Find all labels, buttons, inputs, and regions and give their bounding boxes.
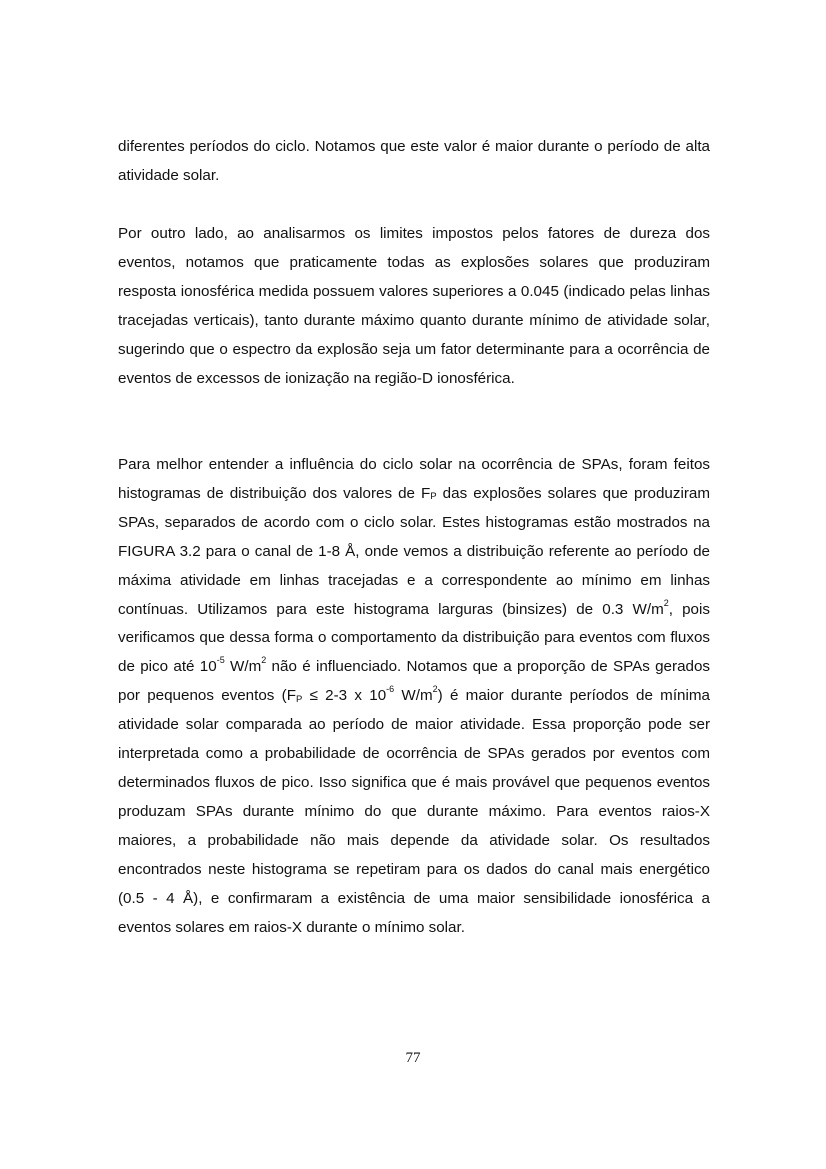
superscript: 2: [663, 597, 669, 608]
paragraph-3-text: ≤ 2-3 x 10: [302, 687, 387, 705]
paragraph-3-text: não é influenciado. Notamos que a proporção de SPAs gerados por pequenos eventos (F: [118, 658, 710, 705]
paragraph-2: Por outro lado, ao analisarmos os limites impostos pelos fatores de dureza dos eventos, notamos que praticamente todas as explosões solares que produziram resposta ionosférica medida possuem valores superiores a 0.045 (indicado pelas linhas tracejadas verticais), tanto durante máximo quanto durante mínimo de atividade solar, sugerindo que o espectro da explosão seja um fator determinante para a ocorrência de eventos de excessos de ionização na região-D ionosférica.: [118, 225, 710, 387]
superscript: -6: [386, 684, 395, 695]
superscript: -5: [216, 655, 225, 666]
subscript-p: P: [430, 491, 437, 503]
superscript: 2: [261, 655, 267, 666]
paragraph-3: [118, 451, 710, 942]
superscript: 2: [432, 684, 438, 695]
paragraph-3-text: W/m: [224, 658, 262, 676]
page-number: 77: [405, 1050, 421, 1066]
paragraph-1: diferentes períodos do ciclo. Notamos que este valor é maior durante o período de alta atividade solar.: [118, 138, 710, 184]
paragraph-3-text: das explosões solares que produziram SPAs, separados de acordo com o ciclo solar. Estes histogramas estão mostrados na FIGURA 3.2 para o canal de 1-8 Å, onde vemos a distribuição referente ao período de máxima atividade em linhas tracejadas e a correspondente ao mínimo em linhas contínuas. Utilizamos para este histograma larguras (binsizes) de 0.3 W/m: [118, 484, 710, 618]
paragraph-3-text: , pois verificamos que dessa forma o comportamento da distribuição para eventos com fluxos de pico até 10: [118, 600, 710, 676]
paragraph-3-text: Para melhor entender a influência do ciclo solar na ocorrência de SPAs, foram feitos histogramas de distribuição dos valores de F: [118, 456, 710, 502]
paragraph-3-text: ) é maior durante períodos de mínima atividade solar comparada ao período de maior atividade. Essa proporção pode ser interpretada como a probabilidade de ocorrência de SPAs gerados por eventos com determinados fluxos de pico. Isso significa que é mais provável que pequenos eventos produzam SPAs durante mínimo do que durante máximo. Para eventos raios-X maiores, a probabilidade não mais depende da atividade solar. Os resultados encontrados neste histograma se repetiram para os dados do canal mais energético (0.5 - 4 Å), e confirmaram a existência de uma maior sensibilidade ionosférica a eventos solares em raios-X durante o mínimo solar.: [118, 687, 710, 936]
paragraph-3-text: W/m: [394, 687, 433, 705]
subscript-p: P: [295, 693, 303, 705]
